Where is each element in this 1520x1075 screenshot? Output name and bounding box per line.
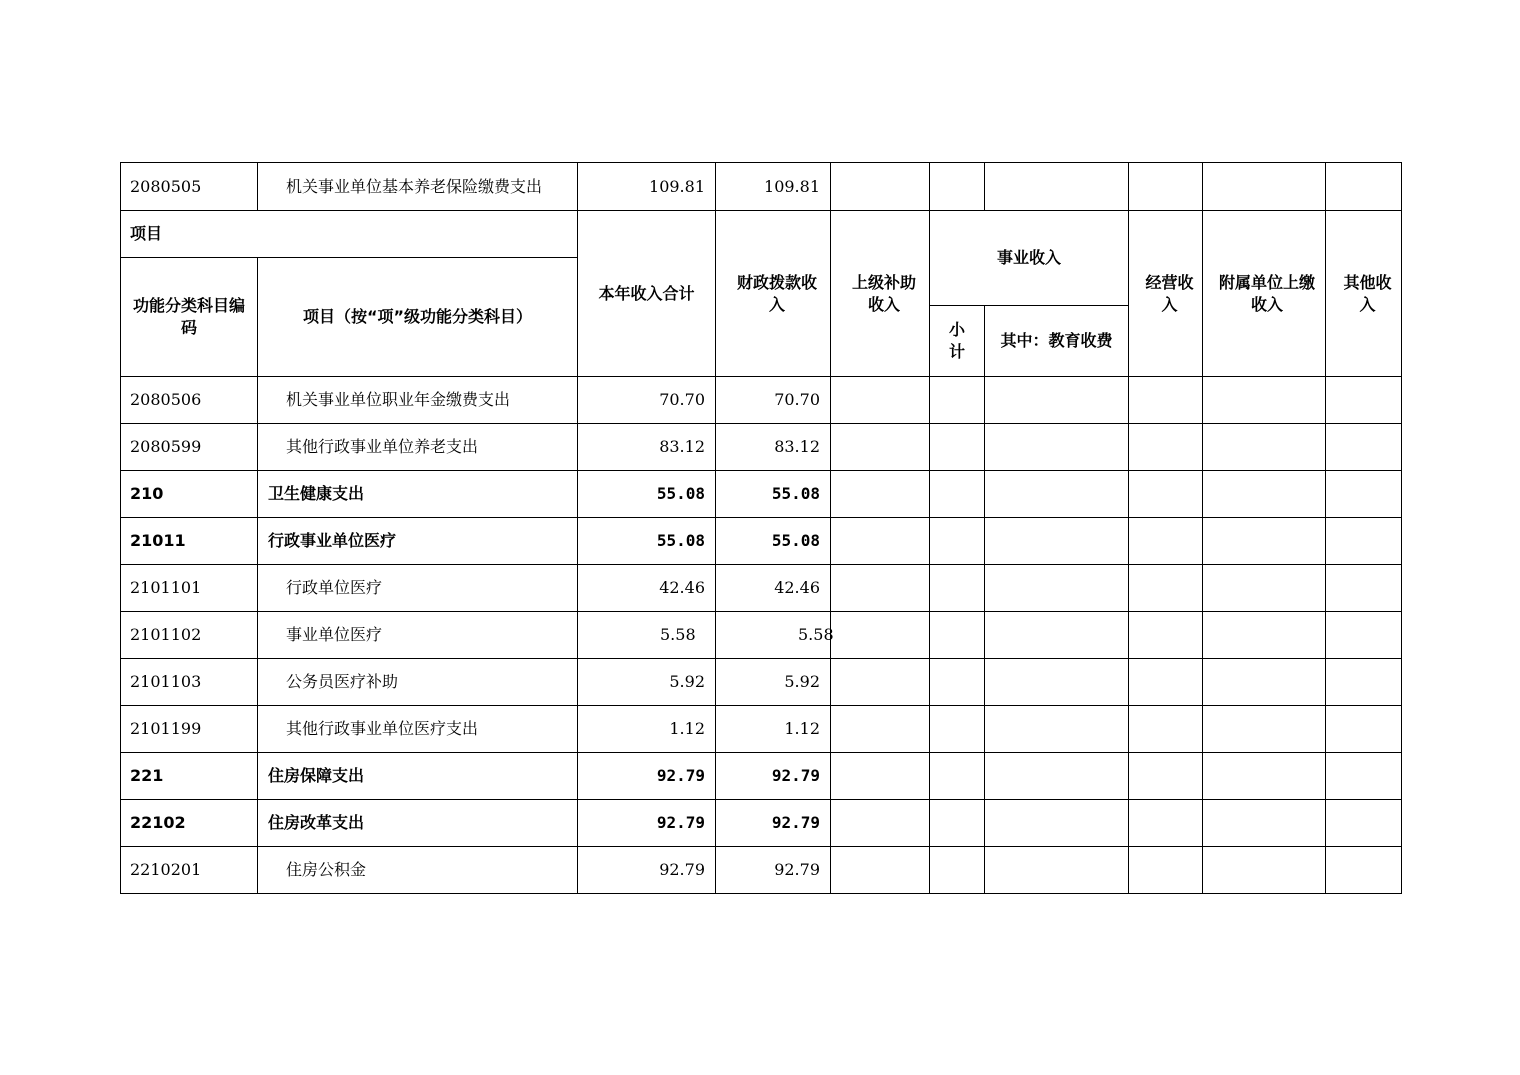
empty-cell [831,753,930,800]
header-total: 本年收入合计 [578,211,716,377]
header-other: 其他收入 [1326,211,1402,377]
row-total: 70.70 [578,377,716,424]
table-row [121,800,1402,847]
row-name: 行政事业单位医疗 [258,518,578,565]
empty-cell [1129,753,1203,800]
row-name: 公务员医疗补助 [258,659,578,706]
empty-cell [930,706,985,753]
empty-cell [930,800,985,847]
header-code: 功能分类科目编码 [121,258,258,377]
row-total: 5.58 [578,612,716,659]
row-code: 2101199 [121,706,258,753]
empty-cell [1203,612,1326,659]
row-fiscal: 5.92 [716,659,831,706]
empty-cell [985,706,1129,753]
empty-cell [1129,565,1203,612]
empty-cell [831,565,930,612]
row-total: 92.79 [578,800,716,847]
empty-cell [1326,518,1402,565]
row-name: 机关事业单位基本养老保险缴费支出 [258,163,578,211]
empty-cell [930,565,985,612]
empty-cell [1203,471,1326,518]
row-code: 22102 [121,800,258,847]
row-code: 2210201 [121,847,258,894]
empty-cell [930,424,985,471]
header-subtotal: 小计 [930,306,985,377]
empty-cell [1203,424,1326,471]
empty-cell [1326,612,1402,659]
row-name: 住房改革支出 [258,800,578,847]
table-row [121,659,1402,706]
row-fiscal: 92.79 [716,847,831,894]
header-superior: 上级补助收入 [831,211,930,377]
empty-cell [930,518,985,565]
row-code: 221 [121,753,258,800]
row-total: 92.79 [578,753,716,800]
empty-cell [831,706,930,753]
row-total: 42.46 [578,565,716,612]
row-fiscal: 92.79 [716,800,831,847]
row-total: 92.79 [578,847,716,894]
header-name: 项目（按“项”级功能分类科目） [258,258,578,377]
row-total: 1.12 [578,706,716,753]
empty-cell [831,612,930,659]
row-code: 2080599 [121,424,258,471]
empty-cell [985,659,1129,706]
row-total: 5.92 [578,659,716,706]
empty-cell [1129,800,1203,847]
row-code: 21011 [121,518,258,565]
empty-cell [831,377,930,424]
empty-cell [1326,706,1402,753]
empty-cell [1326,377,1402,424]
header-education: 其中：教育收费 [985,306,1129,377]
row-name: 卫生健康支出 [258,471,578,518]
empty-cell [1326,424,1402,471]
table-row [121,163,1402,211]
table-row [121,518,1402,565]
empty-cell [985,518,1129,565]
row-fiscal: 55.08 [716,471,831,518]
row-name: 事业单位医疗 [258,612,578,659]
empty-cell [985,471,1129,518]
empty-cell [985,753,1129,800]
empty-cell [1203,847,1326,894]
empty-cell [1326,471,1402,518]
table-row [121,706,1402,753]
empty-cell [1129,612,1203,659]
empty-cell [1129,377,1203,424]
empty-cell [985,565,1129,612]
row-fiscal: 70.70 [716,377,831,424]
empty-cell [831,471,930,518]
empty-cell [1129,706,1203,753]
row-total: 55.08 [578,471,716,518]
empty-cell [831,800,930,847]
row-name: 机关事业单位职业年金缴费支出 [258,377,578,424]
empty-cell [930,753,985,800]
empty-cell [1203,706,1326,753]
empty-cell [831,518,930,565]
row-code: 2080506 [121,377,258,424]
empty-cell [1129,659,1203,706]
budget-income-table [120,162,1402,894]
empty-cell [1129,424,1203,471]
empty-cell [930,847,985,894]
empty-cell [1203,659,1326,706]
row-name: 住房保障支出 [258,753,578,800]
row-fiscal: 1.12 [716,706,831,753]
empty-cell [985,424,1129,471]
header-fiscal: 财政拨款收入 [716,211,831,377]
empty-cell [1326,659,1402,706]
header-operating: 经营收入 [1129,211,1203,377]
empty-cell [930,377,985,424]
table-row [121,377,1402,424]
row-fiscal: 92.79 [716,753,831,800]
empty-cell [985,612,1129,659]
row-fiscal: 55.08 [716,518,831,565]
table-row [121,565,1402,612]
empty-cell [1326,753,1402,800]
row-name: 其他行政事业单位养老支出 [258,424,578,471]
row-name: 其他行政事业单位医疗支出 [258,706,578,753]
empty-cell [930,471,985,518]
table-row [121,424,1402,471]
row-code: 2101101 [121,565,258,612]
row-fiscal: 83.12 [716,424,831,471]
row-name: 住房公积金 [258,847,578,894]
empty-cell [1203,377,1326,424]
row-fiscal: 5.58 [716,612,831,659]
row-total: 83.12 [578,424,716,471]
empty-cell [831,424,930,471]
row-fiscal: 42.46 [716,565,831,612]
empty-cell [831,659,930,706]
row-code: 2101102 [121,612,258,659]
empty-cell [985,377,1129,424]
empty-cell [1326,847,1402,894]
header-item: 项目 [121,211,578,258]
empty-cell [1203,800,1326,847]
table-row [121,471,1402,518]
empty-cell [1203,518,1326,565]
table-row [121,847,1402,894]
empty-cell [985,847,1129,894]
row-total: 55.08 [578,518,716,565]
empty-cell [831,847,930,894]
empty-cell [1203,565,1326,612]
table-row [121,753,1402,800]
table-row [121,612,1402,659]
row-name: 行政单位医疗 [258,565,578,612]
row-total: 109.81 [578,163,716,211]
row-code: 210 [121,471,258,518]
empty-cell [985,800,1129,847]
header-business: 事业收入 [930,211,1129,306]
empty-cell [1203,753,1326,800]
row-code: 2101103 [121,659,258,706]
empty-cell [930,659,985,706]
empty-cell [1326,565,1402,612]
header-row-1 [121,211,1402,258]
empty-cell [1326,800,1402,847]
empty-cell [1129,847,1203,894]
empty-cell [930,612,985,659]
empty-cell [1129,518,1203,565]
row-fiscal: 109.81 [716,163,831,211]
empty-cell [1129,471,1203,518]
row-code: 2080505 [121,163,258,211]
header-affiliate: 附属单位上缴收入 [1203,211,1326,377]
